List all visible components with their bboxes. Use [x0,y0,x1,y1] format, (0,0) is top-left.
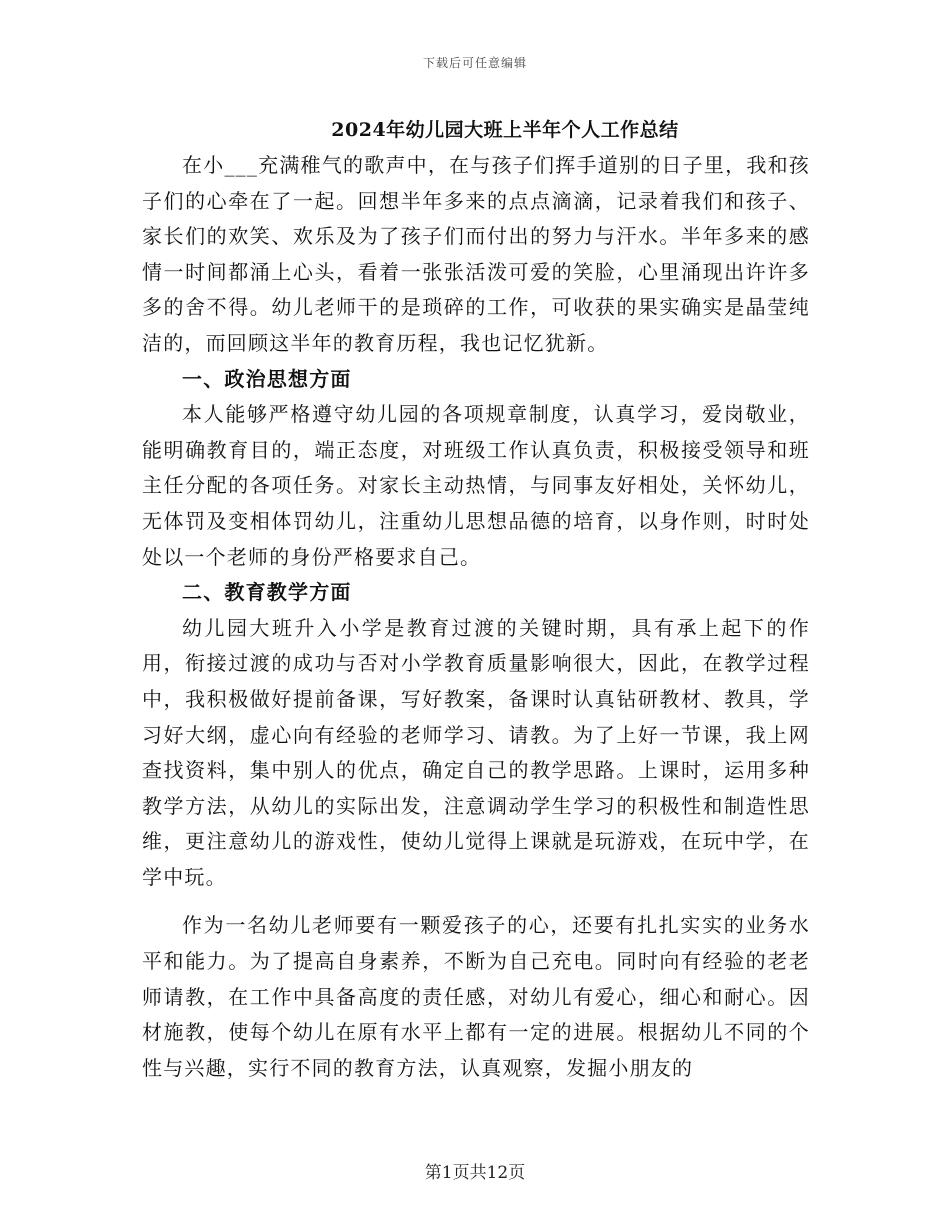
section-paragraph-teaching-2: 作为一名幼儿老师要有一颗爱孩子的心，还要有扎扎实实的业务水平和能力。为了提高自身素养，不断为自己充电。同时向有经验的老老师请教，在工作中具备高度的责任感，对幼儿有爱心，细心和耐心。因材施教，使每个幼儿在原有水平上都有一定的进展。根据幼儿不同的个性与兴趣，实行不同的教育方法，认真观察，发掘小朋友的 [142,913,810,1080]
document-body [142,148,810,1086]
section-heading-politics: 一、政治思想方面 [182,366,352,391]
section-paragraph-politics: 本人能够严格遵守幼儿园的各项规章制度，认真学习，爱岗敬业，能明确教育目的，端正态度，对班级工作认真负责，积极接受领导和班主任分配的各项任务。对家长主动热情，与同事友好相处，关怀幼儿，无体罚及变相体罚幼儿，注重幼儿思想品德的培育，以身作则，时时处处以一个老师的身份严格要求自己。 [142,402,810,569]
section-paragraph-teaching-1: 幼儿园大班升入小学是教育过渡的关键时期，具有承上起下的作用，衔接过渡的成功与否对小学教育质量影响很大，因此，在教学过程中，我积极做好提前备课，写好教案，备课时认真钻研教材、教具，学习好大纲，虚心向有经验的老师学习、请教。为了上好一节课，我上网查找资料，集中别人的优点，确定自己的教学思路。上课时，运用多种教学方法，从幼儿的实际出发，注意调动学生学习的积极性和制造性思维，更注意幼儿的游戏性，使幼儿觉得上课就是玩游戏，在玩中学，在学中玩。 [142,615,810,889]
document-title: 2024年幼儿园大班上半年个人工作总结 [331,119,679,141]
section-heading-teaching: 二、教育教学方面 [182,580,352,605]
page-number: 第1页共12页 [424,1163,526,1183]
header-note: 下载后可任意编辑 [422,56,527,70]
intro-paragraph: 在小___充满稚气的歌声中，在与孩子们挥手道别的日子里，我和孩子们的心牵在了一起。回想半年多来的点点滴滴，记录着我们和孩子、家长们的欢笑、欢乐及为了孩子们而付出的努力与汗水。半年多来的感情一时间都涌上心头，看着一张张活泼可爱的笑脸，心里涌现出许许多多的舍不得。幼儿老师干的是琐碎的工作，可收获的果实确实是晶莹纯洁的，而回顾这半年的教育历程，我也记忆犹新。 [142,153,810,355]
